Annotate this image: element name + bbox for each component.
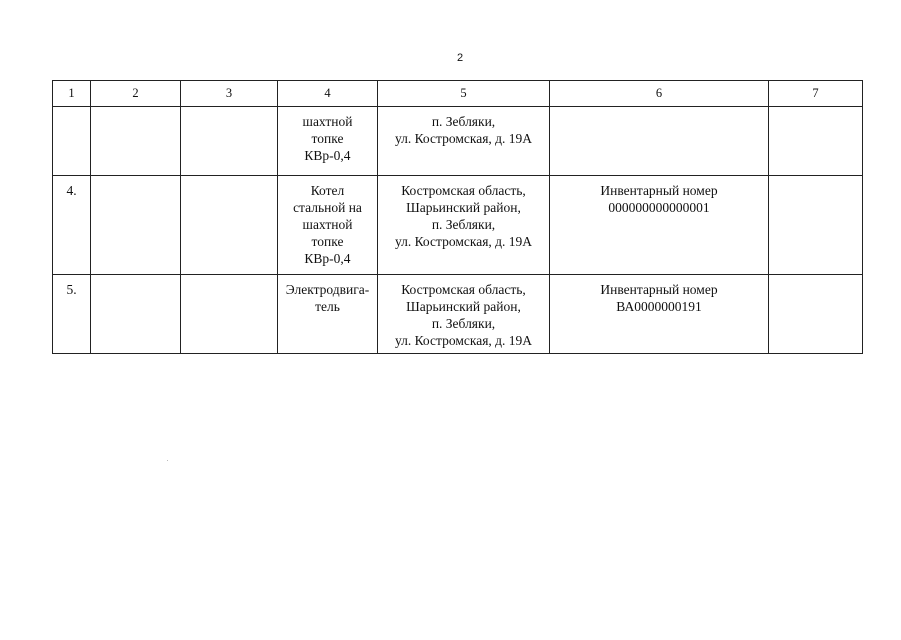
cell-col7 (769, 107, 863, 176)
item-name-line: Электродвига- (285, 282, 370, 297)
address-cell (378, 275, 550, 354)
row-number-cell (53, 107, 91, 176)
scan-speck (167, 460, 168, 461)
item-name-line: шахтной (302, 114, 353, 129)
item-name-line: Котел (310, 183, 345, 198)
table-row (53, 107, 863, 176)
column-header-5: 5 (378, 81, 550, 107)
table-row (53, 176, 863, 275)
cell-col2 (91, 176, 181, 275)
item-name-line: КВр-0,4 (304, 148, 351, 163)
inventory-cell (550, 176, 769, 275)
address-cell (378, 176, 550, 275)
inventory-label: Инвентарный номер (600, 282, 718, 297)
address-cell (378, 107, 550, 176)
inventory-number: 000000000000001 (608, 200, 710, 215)
address-line: Шарьинский район, (406, 299, 521, 314)
page-number: 2 (456, 52, 464, 64)
address-line: ул. Костромская, д. 19А (394, 131, 533, 146)
address-line: ул. Костромская, д. 19А (394, 234, 533, 249)
column-header-4: 4 (278, 81, 378, 107)
header-row (53, 81, 863, 107)
inventory-cell (550, 107, 769, 176)
item-name-cell (278, 275, 378, 354)
address-line: п. Зебляки, (431, 114, 496, 129)
column-header-1: 1 (53, 81, 91, 107)
column-header-7: 7 (769, 81, 863, 107)
inventory-cell (550, 275, 769, 354)
inventory-number: ВА0000000191 (616, 299, 702, 314)
column-header-2: 2 (91, 81, 181, 107)
cell-col7 (769, 275, 863, 354)
item-name-cell (278, 176, 378, 275)
cell-col3 (181, 176, 278, 275)
inventory-label: Инвентарный номер (600, 183, 718, 198)
address-line: п. Зебляки, (431, 217, 496, 232)
cell-col3 (181, 107, 278, 176)
row-number-cell: 5. (53, 275, 91, 354)
item-name-line: стальной на (293, 200, 362, 215)
cell-col3 (181, 275, 278, 354)
item-name-line: тель (315, 299, 340, 314)
cell-col2 (91, 107, 181, 176)
address-line: Костромская область, (401, 183, 526, 198)
column-header-6: 6 (550, 81, 769, 107)
cell-col2 (91, 275, 181, 354)
item-name-cell (278, 107, 378, 176)
table-row (53, 275, 863, 354)
item-name-line: топке (311, 131, 344, 146)
item-name-line: КВр-0,4 (304, 251, 351, 266)
address-line: Шарьинский район, (406, 200, 521, 215)
asset-table (52, 80, 863, 354)
item-name-line: топке (311, 234, 344, 249)
column-header-3: 3 (181, 81, 278, 107)
item-name-line: шахтной (302, 217, 353, 232)
row-number-cell: 4. (53, 176, 91, 275)
address-line: п. Зебляки, (431, 316, 496, 331)
address-line: Костромская область, (401, 282, 526, 297)
address-line: ул. Костромская, д. 19А (394, 333, 533, 348)
cell-col7 (769, 176, 863, 275)
